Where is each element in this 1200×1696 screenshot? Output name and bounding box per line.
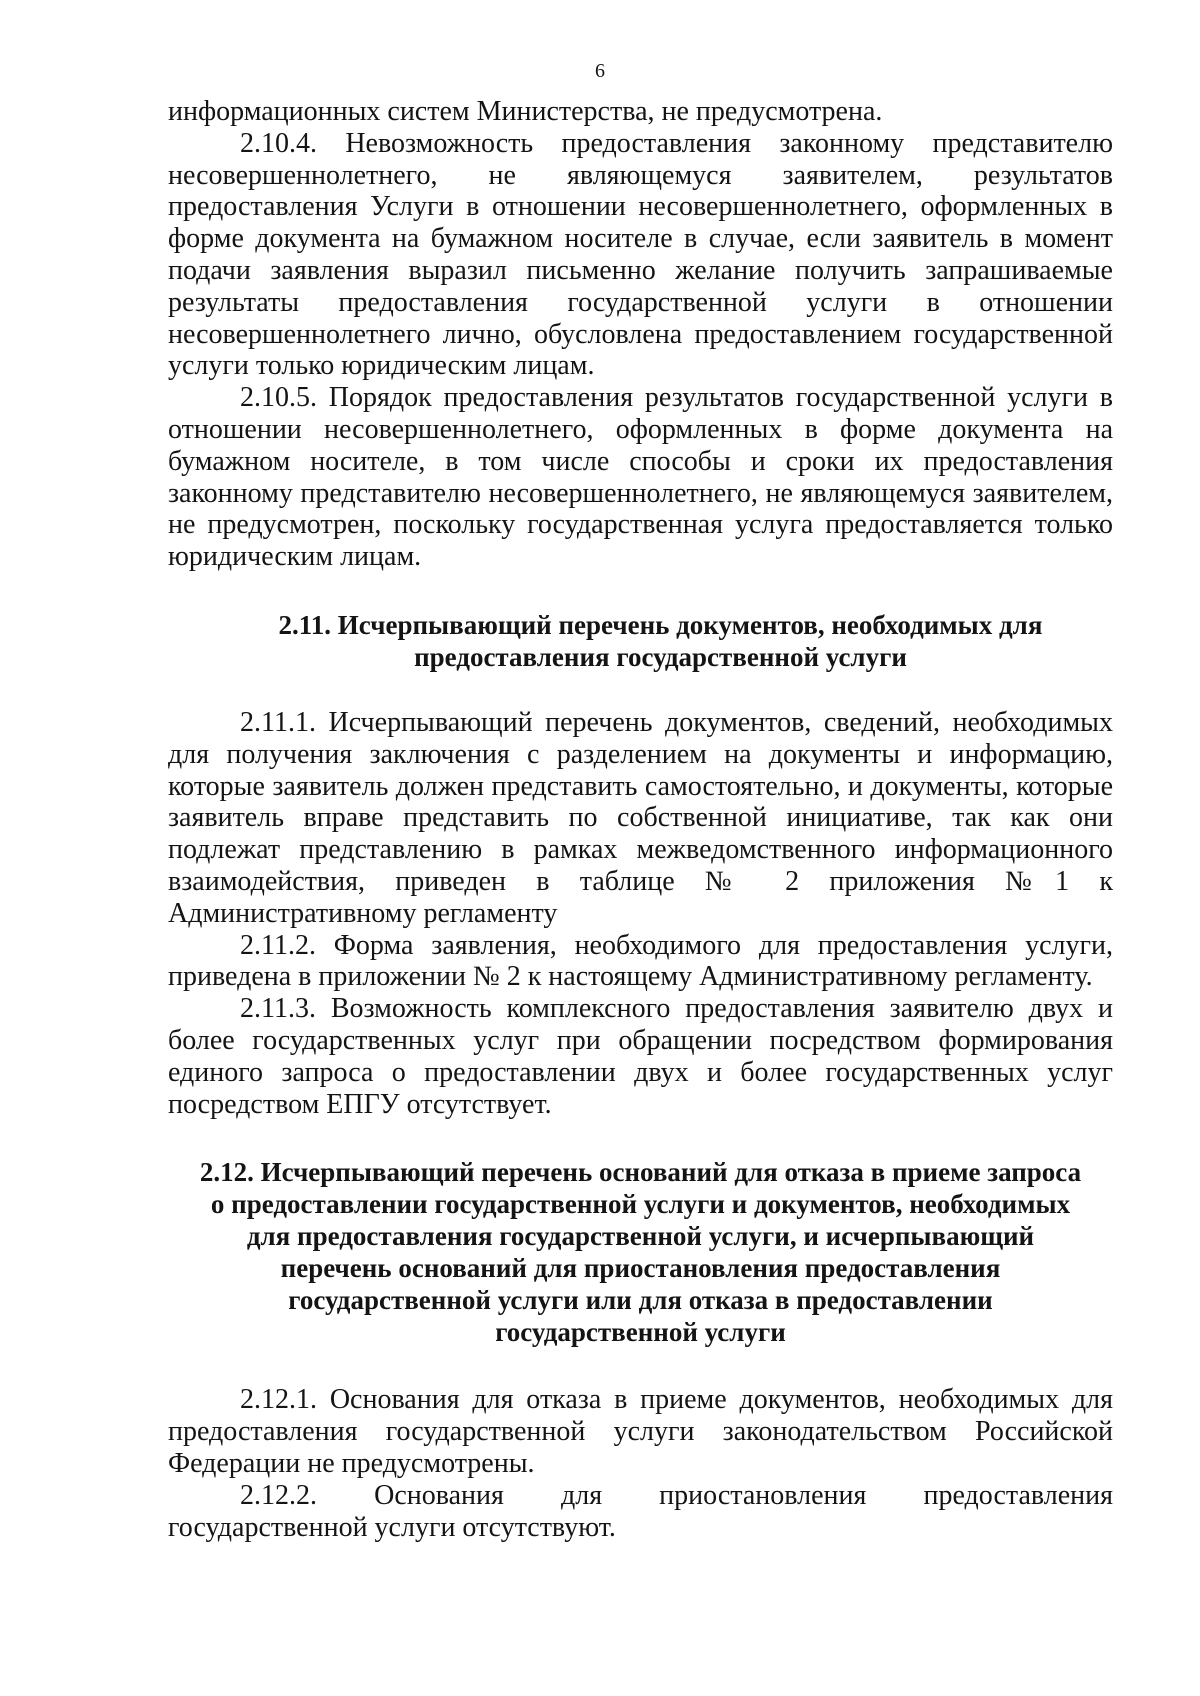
heading-line: перечень оснований для приостановления предоставления — [280, 1253, 1001, 1284]
paragraph-2-11-3: 2.11.3. Возможность комплексного предоставления заявителю двух и более государственных услуг при обращении посредством формирования единого запроса о предоставлении двух и более государственных услуг посредством ЕПГУ отсутствует. — [168, 993, 1113, 1120]
heading-line: для предоставления государственной услуги, и исчерпывающий — [246, 1221, 1035, 1252]
section-heading-2-11 — [168, 609, 1113, 673]
heading-line: 2.11. Исчерпывающий перечень документов, необходимых для — [278, 609, 1043, 640]
paragraph-2-12-2: 2.12.2. Основания для приостановления предоставления государственной услуги отсутствуют. — [168, 1479, 1113, 1543]
page-number: 6 — [595, 60, 605, 82]
document-body — [168, 96, 1113, 1543]
paragraph-continuation: информационных систем Министерства, не предусмотрена. — [168, 96, 883, 127]
heading-line: 2.12. Исчерпывающий перечень оснований для отказа в приеме запроса — [199, 1157, 1082, 1188]
paragraph-2-12-1: 2.12.1. Основания для отказа в приеме документов, необходимых для предоставления государственной услуги законодательством Российской Федерации не предусмотрены. — [168, 1384, 1113, 1479]
paragraph-2-11-2: 2.11.2. Форма заявления, необходимого для предоставления услуги, приведена в приложении № 2 к настоящему Административному регламенту. — [168, 929, 1113, 993]
heading-line: государственной услуги или для отказа в предоставлении — [288, 1285, 993, 1316]
heading-line: государственной услуги — [495, 1317, 786, 1348]
paragraph-2-10-5: 2.10.5. Порядок предоставления результатов государственной услуги в отношении несовершеннолетнего, оформленных в форме документа на бумажном носителе, в том числе способы и сроки их предоставления законному представителю несовершеннолетнего, не являющемуся заявителем, не предусмотрен, поскольку государственная услуга предоставляется только юридическим лицам. — [168, 382, 1113, 573]
heading-line: о предоставлении государственной услуги и документов, необходимых — [210, 1189, 1071, 1220]
paragraph-2-10-4: 2.10.4. Невозможность предоставления законному представителю несовершеннолетнего, не являющемуся заявителем, результатов предоставления Услуги в отношении несовершеннолетнего, оформленных в форме документа на бумажном носителе в случае, если заявитель в момент подачи заявления выразил письменно желание получить запрашиваемые результаты предоставления государственной услуги в отношении несовершеннолетнего лично, обусловлена предоставлением государственной услуги только юридическим лицам. — [168, 127, 1113, 382]
heading-line: предоставления государственной услуги — [414, 641, 907, 672]
section-heading-2-12 — [168, 1156, 1113, 1348]
paragraph-2-11-1: 2.11.1. Исчерпывающий перечень документов, сведений, необходимых для получения заключения с разделением на документы и информацию, которые заявитель должен представить самостоятельно, и документы, которые заявитель вправе представить по собственной инициативе, так как они подлежат представлению в рамках межведомственного информационного взаимодействия, приведен в таблице № 2 приложения №1 к Административному регламенту — [168, 706, 1113, 929]
